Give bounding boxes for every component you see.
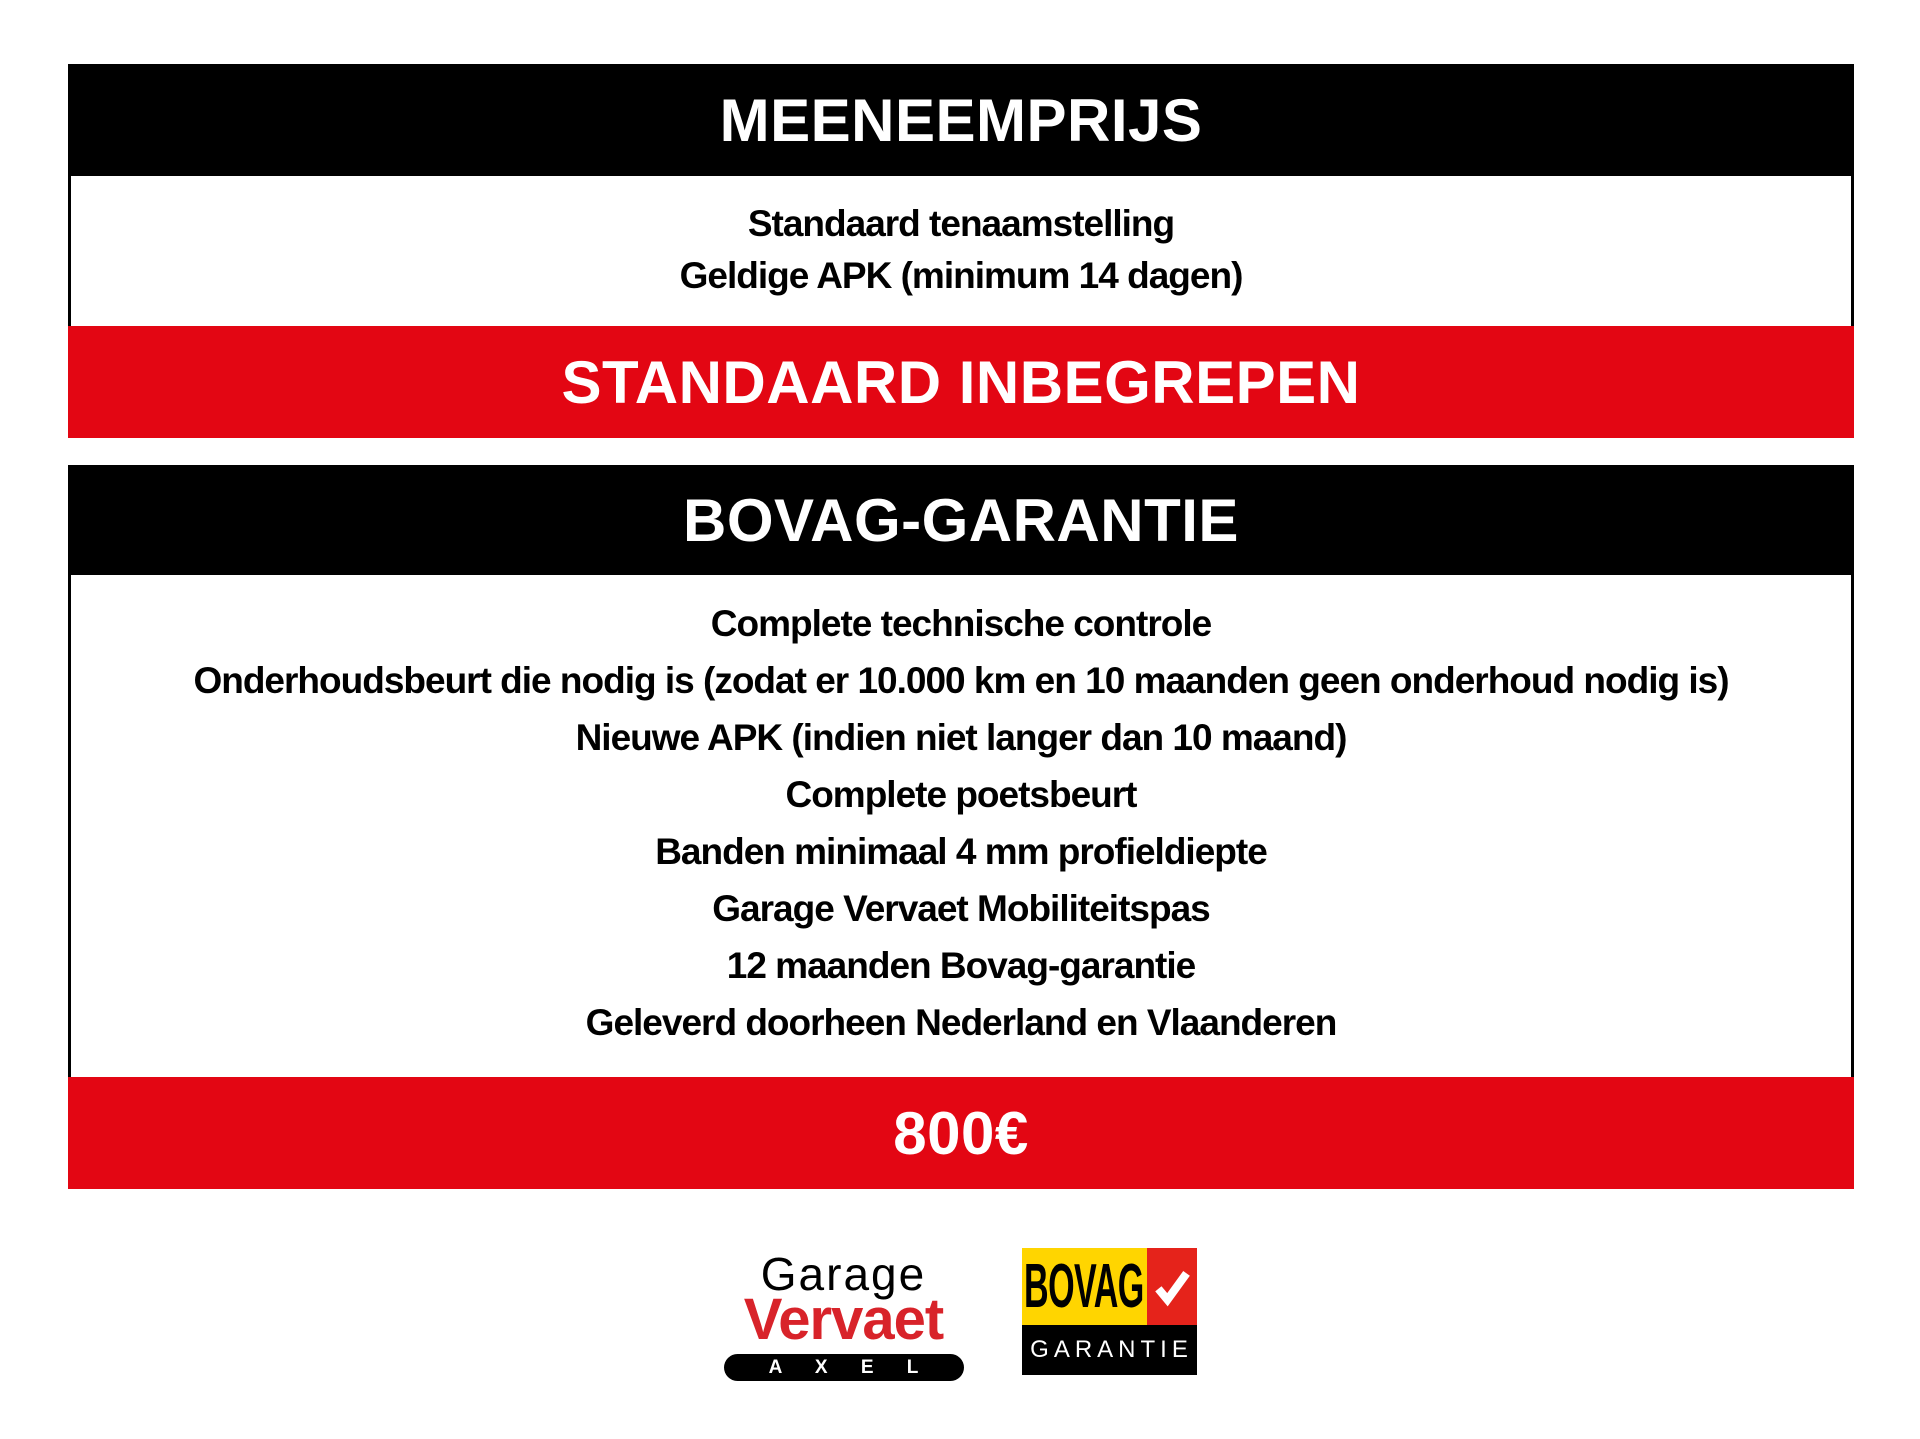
conditions-box: [68, 176, 1854, 326]
warranty-item: Garage Vervaet Mobiliteitspas: [712, 888, 1210, 929]
warranty-items-box: [68, 575, 1854, 1077]
price-value: 800€: [893, 1099, 1029, 1167]
condition-line: Geldige APK (minimum 14 dagen): [679, 255, 1243, 296]
section-divider: [68, 438, 1854, 465]
flyer-body: [68, 64, 1854, 1189]
warranty-item: Complete poetsbeurt: [785, 774, 1137, 815]
vervaet-axel-badge: A X E L: [724, 1354, 964, 1381]
bovag-logo-top: [1022, 1248, 1197, 1325]
vervaet-logo-name-text: Vervaet: [743, 1287, 944, 1352]
checkmark-icon: [1152, 1265, 1192, 1309]
footer-logos: [0, 1248, 1920, 1381]
condition-line: Standaard tenaamstelling: [747, 203, 1175, 244]
warranty-item: Nieuwe APK (indien niet langer dan 10 maand): [575, 717, 1347, 758]
bovag-check-block: [1147, 1248, 1197, 1325]
bovag-brand-text: BOVAG: [1024, 1252, 1144, 1321]
standaard-inbegrepen-bar: [68, 326, 1854, 438]
warranty-item: Complete technische controle: [710, 603, 1212, 644]
warranty-item: Banden minimaal 4 mm profieldiepte: [655, 831, 1267, 872]
bovag-garantie-strip: GARANTIE: [1022, 1325, 1197, 1375]
bovag-garantie-title: BOVAG-GARANTIE: [683, 486, 1239, 554]
price-bar: [68, 1077, 1854, 1189]
bovag-garantie-header-bar: [68, 465, 1854, 575]
meeneemprijs-title: MEENEEMPRIJS: [719, 86, 1203, 154]
garage-vervaet-logo: [724, 1248, 964, 1381]
warranty-item: Onderhoudsbeurt die nodig is (zodat er 10.000 km en 10 maanden geen onderhoud nodig is): [193, 660, 1729, 701]
standaard-inbegrepen-title: STANDAARD INBEGREPEN: [561, 348, 1361, 416]
bovag-brand-block: [1022, 1248, 1147, 1325]
meeneemprijs-header-bar: [68, 64, 1854, 176]
warranty-item: 12 maanden Bovag-garantie: [726, 945, 1196, 986]
vervaet-logo-garage-text: Garage: [760, 1248, 927, 1300]
bovag-garantie-logo: [1022, 1248, 1197, 1375]
warranty-item: Geleverd doorheen Nederland en Vlaanderen: [585, 1002, 1337, 1043]
